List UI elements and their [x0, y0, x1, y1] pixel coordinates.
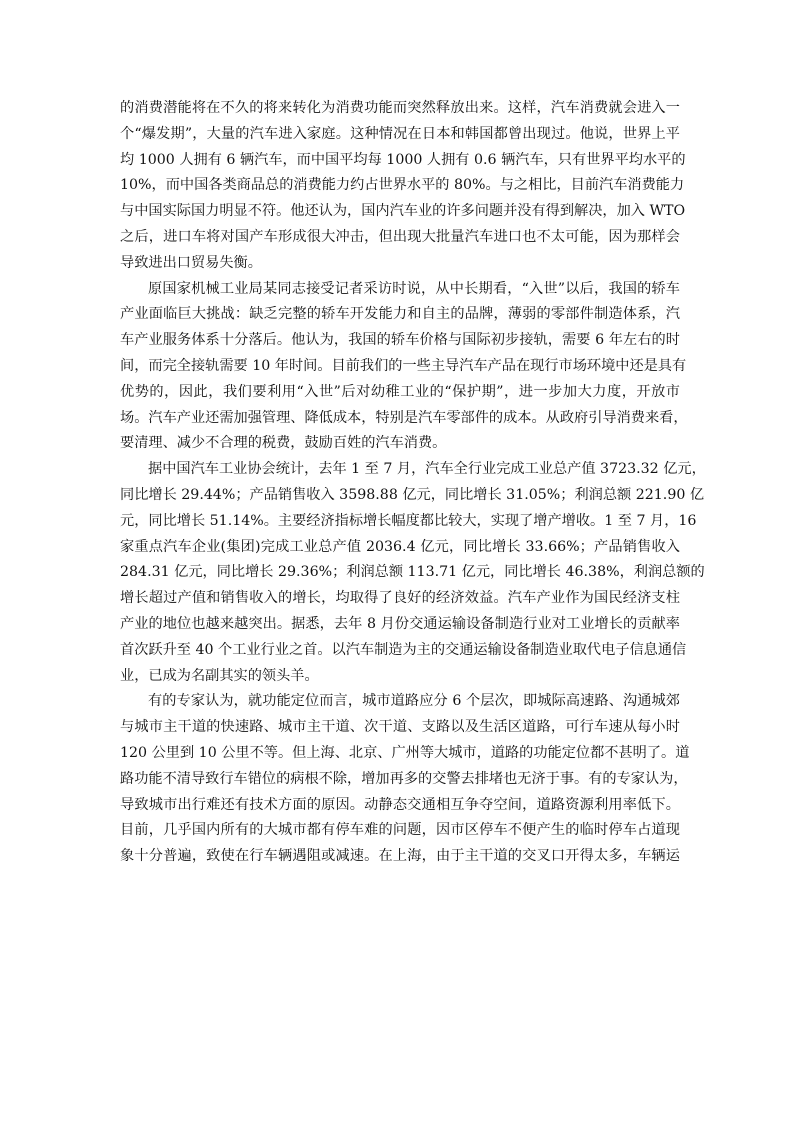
- text-line: 的消费潜能将在不久的将来转化为消费功能而突然释放出来。这样，汽车消费就会进入一: [120, 100, 680, 116]
- text-line: 要清理、减少不合理的税费，鼓励百姓的汽车消费。: [120, 435, 447, 452]
- text-line: 象十分普遍，致使在行车辆遇阻或减速。在上海，由于主干道的交叉口开得太多，车辆运: [120, 848, 680, 865]
- paragraph-first-line: 原国家机械工业局某同志接受记者采访时说，从中长期看，“入世”以后，我国的轿车: [148, 280, 680, 297]
- text-line: 目前，几乎国内所有的大城市都有停车难的问题，因市区停车不便产生的临时停车占道现: [120, 822, 680, 839]
- text-line: 产业面临巨大挑战：缺乏完整的轿车开发能力和自主的品牌，薄弱的零部件制造体系，汽: [120, 306, 680, 323]
- text-line: 导致进出口贸易失衡。: [120, 254, 262, 271]
- text-line: 增长超过产值和销售收入的增长，均取得了良好的经济效益。汽车产业作为国民经济支柱: [120, 590, 680, 607]
- text-line: 场。汽车产业还需加强管理、降低成本，特别是汽车零部件的成本。从政府引导消费来看，: [120, 409, 688, 426]
- text-line: 与中国实际国力明显不符。他还认为，国内汽车业的许多问题并没有得到解决，加入 WTO: [120, 203, 686, 220]
- text-line: 与城市主干道的快速路、城市主干道、次干道、支路以及生活区道路，可行车速从每小时: [120, 719, 680, 736]
- paragraph-first-line: 据中国汽车工业协会统计，去年 1 至 7 月，汽车全行业完成工业总产值 3723.32 亿元，: [148, 461, 706, 478]
- text-line: 10%，而中国各类商品总的消费能力约占世界水平的 80%。与之相比，目前汽车消费能力: [120, 177, 685, 194]
- text-line: 120 公里到 10 公里不等。但上海、北京、广州等大城市，道路的功能定位都不甚明了。道: [120, 744, 690, 761]
- text-line: 路功能不清导致行车错位的病根不除，增加再多的交警去排堵也无济于事。有的专家认为，: [120, 770, 688, 787]
- text-line: 之后，进口车将对国产车形成很大冲击，但出现大批量汽车进口也不太可能，因为那样会: [120, 228, 680, 245]
- text-line: 均 1000 人拥有 6 辆汽车，而中国平均每 1000 人拥有 0.6 辆汽车，只有世界平均水平的: [120, 151, 686, 168]
- text-line: 优势的，因此，我们要利用“入世”后对幼稚工业的“保护期”，进一步加大力度，开放市: [120, 383, 680, 400]
- text-line: 284.31 亿元，同比增长 29.36%；利润总额 113.71 亿元，同比增长 46.38%，利润总额的: [120, 564, 705, 581]
- text-line: 车产业服务体系十分落后。他认为，我国的轿车价格与国际初步接轨，需要 6 年左右的时: [120, 332, 680, 349]
- paragraph-first-line: 有的专家认为，就功能定位而言，城市道路应分 6 个层次，即城际高速路、沟通城郊: [148, 693, 680, 710]
- text-line: 产业的地位也越来越突出。据悉，去年 8 月份交通运输设备制造行业对工业增长的贡献率: [120, 615, 680, 632]
- body-text: [120, 96, 706, 870]
- text-line: 个“爆发期”，大量的汽车进入家庭。这种情况在日本和韩国都曾出现过。他说，世界上平: [120, 125, 680, 142]
- text-line: 导致城市出行难还有技术方面的原因。动静态交通相互争夺空间，道路资源利用率低下。: [120, 796, 680, 813]
- text-line: 间，而完全接轨需要 10 年时间。目前我们的一些主导汽车产品在现行市场环境中还是具有: [120, 357, 687, 374]
- text-line: 同比增长 29.44%；产品销售收入 3598.88 亿元，同比增长 31.05%；利润总额 221.90 亿: [120, 486, 705, 503]
- text-line: 首次跃升至 40 个工业行业之首。以汽车制造为主的交通运输设备制造业取代电子信息通信: [120, 641, 687, 658]
- text-line: 业，已成为名副其实的领头羊。: [120, 667, 319, 684]
- text-line: 家重点汽车企业(集团)完成工业总产值 2036.4 亿元，同比增长 33.66%；产品销售收入: [120, 538, 680, 555]
- text-line: 元，同比增长 51.14%。主要经济指标增长幅度都比较大，实现了增产增收。1 至 7 月，16: [120, 512, 697, 529]
